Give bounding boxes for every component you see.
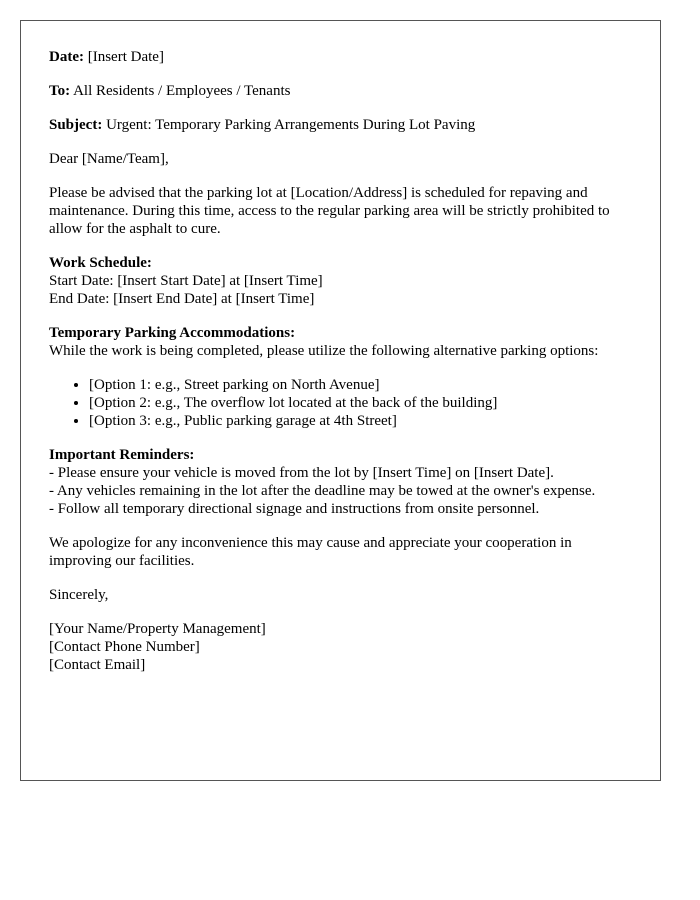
reminder-item: - Please ensure your vehicle is moved from the lot by [Insert Time] on [Insert Date].	[49, 465, 554, 481]
signature-name: [Your Name/Property Management]	[49, 621, 266, 637]
recipient-value: All Residents / Employees / Tenants	[73, 83, 291, 99]
signature-phone: [Contact Phone Number]	[49, 639, 200, 655]
signoff: Sincerely,	[49, 587, 109, 603]
list-item: • [Option 3: e.g., Public parking garage at 4th Street]	[89, 412, 632, 430]
reminder-item: - Follow all temporary directional signage and instructions from onsite personnel.	[49, 501, 540, 517]
work-schedule-section	[49, 254, 632, 308]
work-schedule-heading: Work Schedule:	[49, 255, 152, 271]
date-label: Date:	[49, 49, 84, 65]
reminder-item: - Any vehicles remaining in the lot after the deadline may be towed at the owner's expense.	[49, 483, 596, 499]
accommodations-section	[49, 324, 632, 360]
salutation: Dear [Name/Team],	[49, 151, 169, 167]
letter-document	[20, 20, 661, 781]
signature-block	[49, 620, 632, 674]
end-date-line: End Date: [Insert End Date] at [Insert Time]	[49, 291, 315, 307]
start-date-line: Start Date: [Insert Start Date] at [Insert Time]	[49, 273, 323, 289]
reminders-heading: Important Reminders:	[49, 447, 195, 463]
subject-value: Urgent: Temporary Parking Arrangements During Lot Paving	[106, 117, 476, 133]
accommodations-heading: Temporary Parking Accommodations:	[49, 325, 296, 341]
reminders-section	[49, 446, 632, 518]
date-line	[49, 48, 632, 66]
parking-options-list	[49, 376, 632, 430]
recipient-label: To:	[49, 83, 71, 99]
accommodations-text: While the work is being completed, please utilize the following alternative parking options:	[49, 343, 599, 359]
recipient-line	[49, 82, 632, 100]
intro-paragraph: Please be advised that the parking lot at [Location/Address] is scheduled for repaving and maintenance. During this time, access to the regular parking area will be strictly prohibited to allow for the asphalt to cure.	[49, 185, 610, 237]
subject-line	[49, 116, 632, 134]
date-value: [Insert Date]	[87, 49, 164, 65]
signature-email: [Contact Email]	[49, 657, 146, 673]
subject-label: Subject:	[49, 117, 103, 133]
closing-paragraph: We apologize for any inconvenience this may cause and appreciate your cooperation in improving our facilities.	[49, 535, 572, 569]
list-item: • [Option 1: e.g., Street parking on North Avenue]	[89, 376, 632, 394]
list-item: • [Option 2: e.g., The overflow lot located at the back of the building]	[89, 394, 632, 412]
